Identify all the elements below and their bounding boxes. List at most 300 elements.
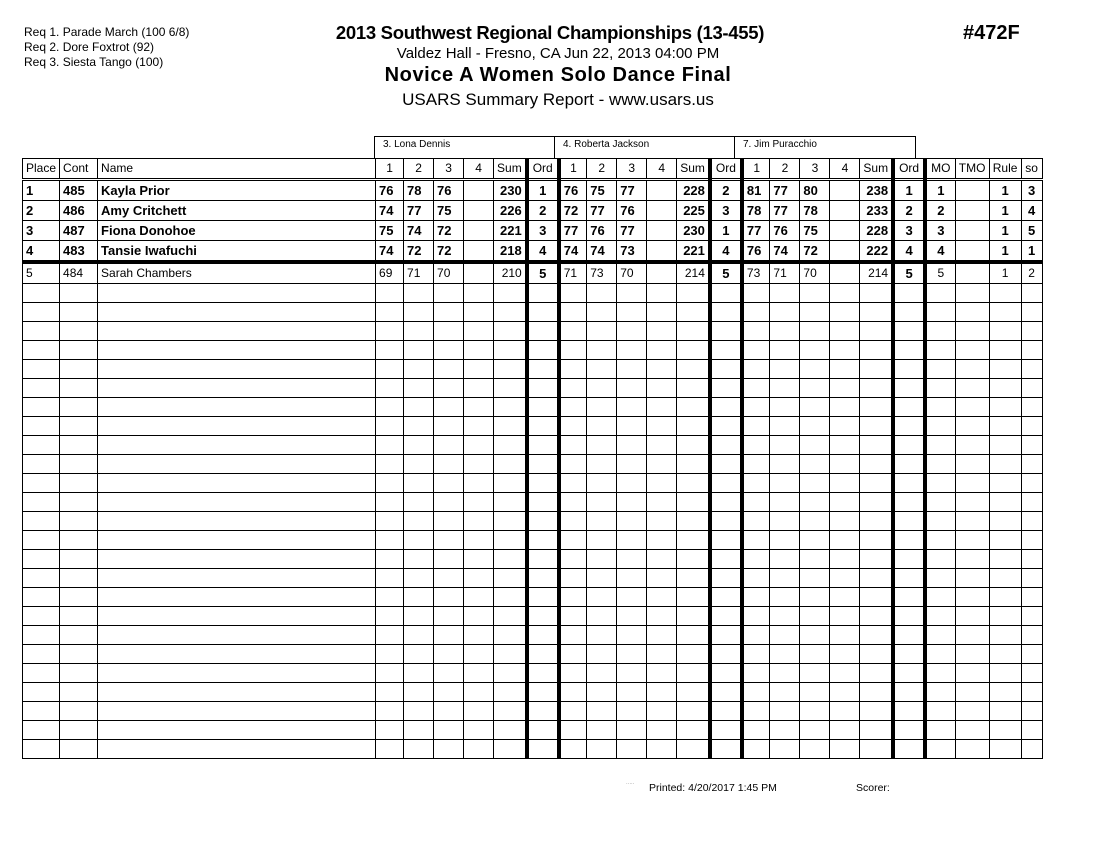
empty-cell (893, 398, 925, 417)
empty-cell (494, 626, 527, 645)
empty-cell (494, 683, 527, 702)
rule-cell: 1 (989, 221, 1021, 241)
empty-cell (830, 341, 860, 360)
empty-cell (1021, 284, 1042, 303)
empty-cell (527, 740, 559, 759)
empty-cell (677, 493, 710, 512)
empty-cell (494, 531, 527, 550)
empty-cell (617, 322, 647, 341)
empty-cell (742, 284, 770, 303)
table-row (23, 241, 1043, 263)
empty-cell (434, 436, 464, 455)
empty-cell (559, 455, 587, 474)
empty-cell (617, 531, 647, 550)
sum-cell: 214 (677, 262, 710, 284)
empty-cell (494, 607, 527, 626)
empty-cell (742, 626, 770, 645)
empty-cell (23, 398, 60, 417)
empty-cell (893, 360, 925, 379)
empty-cell (860, 569, 893, 588)
empty-cell (955, 721, 989, 740)
empty-cell (710, 531, 742, 550)
requirement-2: Req 2. Dore Foxtrot (92) (24, 40, 155, 54)
empty-cell (925, 740, 955, 759)
empty-cell (23, 322, 60, 341)
empty-cell (617, 702, 647, 721)
empty-cell (800, 531, 830, 550)
empty-cell (376, 607, 404, 626)
empty-cell (925, 303, 955, 322)
empty-cell (830, 417, 860, 436)
empty-cell (98, 626, 376, 645)
empty-cell (23, 645, 60, 664)
cont-cell: 484 (60, 262, 98, 284)
empty-cell (559, 531, 587, 550)
empty-cell (434, 683, 464, 702)
empty-cell (60, 322, 98, 341)
empty-cell (955, 493, 989, 512)
empty-cell (464, 322, 494, 341)
empty-cell (989, 379, 1021, 398)
empty-cell (710, 360, 742, 379)
empty-cell (647, 493, 677, 512)
empty-cell (893, 341, 925, 360)
empty-cell (98, 455, 376, 474)
empty-cell (376, 455, 404, 474)
empty-cell (494, 284, 527, 303)
empty-cell (404, 645, 434, 664)
score-cell: 76 (434, 180, 464, 201)
empty-cell (955, 417, 989, 436)
empty-cell (617, 398, 647, 417)
empty-cell (830, 664, 860, 683)
name-cell: Sarah Chambers (98, 262, 376, 284)
empty-cell (710, 284, 742, 303)
empty-row (23, 550, 1043, 569)
empty-cell (23, 493, 60, 512)
empty-cell (647, 379, 677, 398)
empty-cell (1021, 303, 1042, 322)
empty-cell (710, 379, 742, 398)
score-cell: 81 (742, 180, 770, 201)
empty-cell (1021, 493, 1042, 512)
col-place: Place (23, 159, 60, 180)
empty-cell (860, 721, 893, 740)
empty-cell (559, 284, 587, 303)
empty-cell (60, 702, 98, 721)
empty-cell (559, 512, 587, 531)
empty-cell (647, 303, 677, 322)
empty-cell (587, 360, 617, 379)
judge-header-3: 7. Jim Puracchio (734, 136, 916, 158)
empty-cell (404, 493, 434, 512)
requirement-3: Req 3. Siesta Tango (100) (24, 55, 164, 69)
empty-cell (559, 493, 587, 512)
empty-cell (830, 493, 860, 512)
venue-datetime: Valdez Hall - Fresno, CA Jun 22, 2013 04:00 PM (396, 45, 720, 62)
empty-cell (559, 702, 587, 721)
mo-cell: 3 (925, 221, 955, 241)
empty-cell (710, 341, 742, 360)
empty-cell (98, 664, 376, 683)
empty-cell (800, 550, 830, 569)
empty-cell (587, 512, 617, 531)
empty-cell (800, 721, 830, 740)
empty-cell (925, 550, 955, 569)
empty-cell (893, 474, 925, 493)
score-cell: 76 (559, 180, 587, 201)
empty-cell (925, 645, 955, 664)
empty-cell (830, 303, 860, 322)
empty-cell (710, 607, 742, 626)
place-cell: 5 (23, 262, 60, 284)
empty-cell (925, 512, 955, 531)
empty-cell (677, 740, 710, 759)
ord-cell: 2 (893, 201, 925, 221)
col-j3-s3: 3 (800, 159, 830, 180)
empty-cell (559, 588, 587, 607)
empty-cell (1021, 531, 1042, 550)
empty-cell (434, 322, 464, 341)
empty-cell (1021, 645, 1042, 664)
empty-cell (494, 322, 527, 341)
empty-cell (494, 436, 527, 455)
empty-cell (925, 455, 955, 474)
empty-cell (800, 569, 830, 588)
empty-cell (527, 455, 559, 474)
sum-cell: 214 (860, 262, 893, 284)
empty-cell (989, 588, 1021, 607)
scorer-label: Scorer: (856, 782, 890, 794)
empty-cell (893, 417, 925, 436)
empty-cell (830, 512, 860, 531)
empty-cell (376, 417, 404, 436)
empty-cell (587, 702, 617, 721)
event-title: Novice A Women Solo Dance Final (384, 64, 732, 86)
empty-cell (376, 721, 404, 740)
score-cell: 77 (587, 201, 617, 221)
empty-cell (800, 474, 830, 493)
empty-cell (800, 417, 830, 436)
empty-cell (647, 645, 677, 664)
empty-cell (677, 360, 710, 379)
empty-cell (527, 284, 559, 303)
empty-cell (647, 607, 677, 626)
empty-cell (830, 474, 860, 493)
table-row (23, 201, 1043, 221)
empty-row (23, 702, 1043, 721)
version-mark: ····· (626, 781, 635, 787)
table-row (23, 262, 1043, 284)
empty-cell (23, 569, 60, 588)
empty-cell (710, 702, 742, 721)
so-cell: 5 (1021, 221, 1042, 241)
empty-cell (98, 702, 376, 721)
empty-cell (376, 683, 404, 702)
empty-cell (742, 683, 770, 702)
empty-cell (494, 379, 527, 398)
empty-cell (830, 683, 860, 702)
col-j3-sum: Sum (860, 159, 893, 180)
empty-cell (893, 550, 925, 569)
empty-cell (860, 474, 893, 493)
empty-cell (955, 284, 989, 303)
empty-cell (404, 379, 434, 398)
empty-cell (860, 455, 893, 474)
score-cell: 76 (587, 221, 617, 241)
empty-cell (860, 512, 893, 531)
score-cell: 77 (742, 221, 770, 241)
empty-cell (559, 474, 587, 493)
header-row (23, 159, 1043, 180)
empty-cell (527, 493, 559, 512)
empty-cell (955, 550, 989, 569)
empty-cell (800, 626, 830, 645)
empty-cell (742, 664, 770, 683)
empty-cell (860, 531, 893, 550)
col-j1-s2: 2 (404, 159, 434, 180)
empty-cell (770, 626, 800, 645)
empty-cell (559, 721, 587, 740)
empty-cell (464, 550, 494, 569)
score-cell: 73 (617, 241, 647, 263)
empty-cell (989, 493, 1021, 512)
empty-cell (464, 626, 494, 645)
empty-cell (770, 607, 800, 626)
empty-cell (860, 417, 893, 436)
score-cell: 71 (770, 262, 800, 284)
col-j3-s4: 4 (830, 159, 860, 180)
empty-cell (376, 284, 404, 303)
empty-cell (989, 360, 1021, 379)
empty-cell (710, 683, 742, 702)
empty-cell (955, 702, 989, 721)
empty-cell (60, 341, 98, 360)
empty-cell (376, 474, 404, 493)
empty-cell (830, 436, 860, 455)
empty-cell (464, 436, 494, 455)
empty-cell (893, 664, 925, 683)
empty-cell (404, 588, 434, 607)
empty-cell (494, 455, 527, 474)
empty-cell (647, 550, 677, 569)
empty-cell (23, 664, 60, 683)
empty-cell (494, 474, 527, 493)
empty-cell (559, 683, 587, 702)
empty-cell (925, 493, 955, 512)
empty-cell (98, 569, 376, 588)
empty-row (23, 512, 1043, 531)
empty-cell (434, 512, 464, 531)
score-cell: 76 (376, 180, 404, 201)
empty-cell (1021, 322, 1042, 341)
empty-cell (60, 436, 98, 455)
col-j2-s3: 3 (617, 159, 647, 180)
empty-cell (893, 512, 925, 531)
empty-cell (376, 360, 404, 379)
empty-cell (925, 379, 955, 398)
empty-cell (559, 436, 587, 455)
score-cell (830, 221, 860, 241)
empty-cell (434, 474, 464, 493)
ord-cell: 4 (710, 241, 742, 263)
empty-cell (647, 721, 677, 740)
score-cell: 78 (742, 201, 770, 221)
rule-cell: 1 (989, 262, 1021, 284)
empty-cell (830, 645, 860, 664)
empty-cell (617, 284, 647, 303)
empty-row (23, 360, 1043, 379)
empty-cell (527, 645, 559, 664)
empty-cell (955, 531, 989, 550)
empty-row (23, 569, 1043, 588)
empty-cell (800, 455, 830, 474)
empty-cell (925, 683, 955, 702)
empty-cell (587, 588, 617, 607)
empty-cell (860, 683, 893, 702)
empty-row (23, 341, 1043, 360)
empty-cell (587, 569, 617, 588)
empty-cell (742, 569, 770, 588)
empty-cell (647, 417, 677, 436)
empty-cell (893, 740, 925, 759)
empty-cell (376, 626, 404, 645)
empty-cell (800, 512, 830, 531)
ord-cell: 4 (527, 241, 559, 263)
empty-cell (989, 455, 1021, 474)
empty-cell (770, 417, 800, 436)
empty-row (23, 417, 1043, 436)
ord-cell: 1 (527, 180, 559, 201)
empty-cell (617, 493, 647, 512)
empty-cell (800, 398, 830, 417)
empty-cell (647, 626, 677, 645)
empty-cell (527, 436, 559, 455)
empty-cell (98, 303, 376, 322)
empty-cell (587, 740, 617, 759)
empty-cell (955, 740, 989, 759)
empty-cell (617, 474, 647, 493)
empty-cell (559, 398, 587, 417)
empty-cell (830, 588, 860, 607)
ord-cell: 5 (893, 262, 925, 284)
empty-cell (404, 607, 434, 626)
empty-cell (955, 607, 989, 626)
empty-cell (800, 303, 830, 322)
empty-cell (830, 569, 860, 588)
sum-cell: 225 (677, 201, 710, 221)
empty-row (23, 303, 1043, 322)
empty-cell (587, 683, 617, 702)
empty-cell (434, 626, 464, 645)
score-cell (830, 180, 860, 201)
score-cell (647, 201, 677, 221)
empty-cell (677, 531, 710, 550)
col-j2-s4: 4 (647, 159, 677, 180)
empty-cell (1021, 683, 1042, 702)
empty-cell (830, 531, 860, 550)
empty-cell (925, 322, 955, 341)
empty-cell (559, 607, 587, 626)
empty-cell (98, 550, 376, 569)
empty-cell (404, 550, 434, 569)
empty-cell (527, 702, 559, 721)
empty-cell (404, 626, 434, 645)
empty-cell (527, 626, 559, 645)
empty-cell (587, 455, 617, 474)
empty-cell (559, 322, 587, 341)
rule-cell: 1 (989, 180, 1021, 201)
empty-cell (376, 550, 404, 569)
empty-cell (376, 303, 404, 322)
empty-cell (98, 512, 376, 531)
empty-cell (710, 569, 742, 588)
score-cell: 74 (770, 241, 800, 263)
empty-cell (830, 740, 860, 759)
empty-cell (677, 645, 710, 664)
empty-cell (925, 398, 955, 417)
empty-cell (617, 417, 647, 436)
empty-cell (1021, 626, 1042, 645)
empty-cell (860, 645, 893, 664)
results-table (22, 158, 1043, 759)
empty-cell (404, 702, 434, 721)
empty-cell (770, 493, 800, 512)
empty-cell (494, 645, 527, 664)
ord-cell: 1 (710, 221, 742, 241)
empty-cell (860, 702, 893, 721)
empty-cell (23, 721, 60, 740)
score-cell: 76 (617, 201, 647, 221)
empty-cell (98, 284, 376, 303)
empty-cell (770, 683, 800, 702)
col-j3-ord: Ord (893, 159, 925, 180)
empty-cell (527, 417, 559, 436)
empty-cell (60, 284, 98, 303)
empty-cell (376, 740, 404, 759)
empty-cell (559, 740, 587, 759)
name-cell: Fiona Donohoe (98, 221, 376, 241)
empty-cell (376, 512, 404, 531)
ord-cell: 3 (710, 201, 742, 221)
empty-cell (376, 322, 404, 341)
rule-cell: 1 (989, 201, 1021, 221)
empty-cell (23, 626, 60, 645)
empty-cell (587, 664, 617, 683)
empty-cell (404, 360, 434, 379)
empty-cell (677, 588, 710, 607)
empty-cell (955, 360, 989, 379)
empty-cell (710, 512, 742, 531)
empty-cell (60, 550, 98, 569)
empty-cell (742, 740, 770, 759)
empty-cell (710, 436, 742, 455)
sum-cell: 222 (860, 241, 893, 263)
empty-cell (527, 550, 559, 569)
place-cell: 3 (23, 221, 60, 241)
score-cell (830, 262, 860, 284)
ord-cell: 2 (527, 201, 559, 221)
score-cell (464, 241, 494, 263)
score-cell (830, 241, 860, 263)
empty-cell (830, 379, 860, 398)
empty-cell (742, 436, 770, 455)
empty-cell (989, 474, 1021, 493)
empty-cell (955, 379, 989, 398)
empty-cell (464, 664, 494, 683)
empty-cell (527, 683, 559, 702)
empty-cell (23, 417, 60, 436)
